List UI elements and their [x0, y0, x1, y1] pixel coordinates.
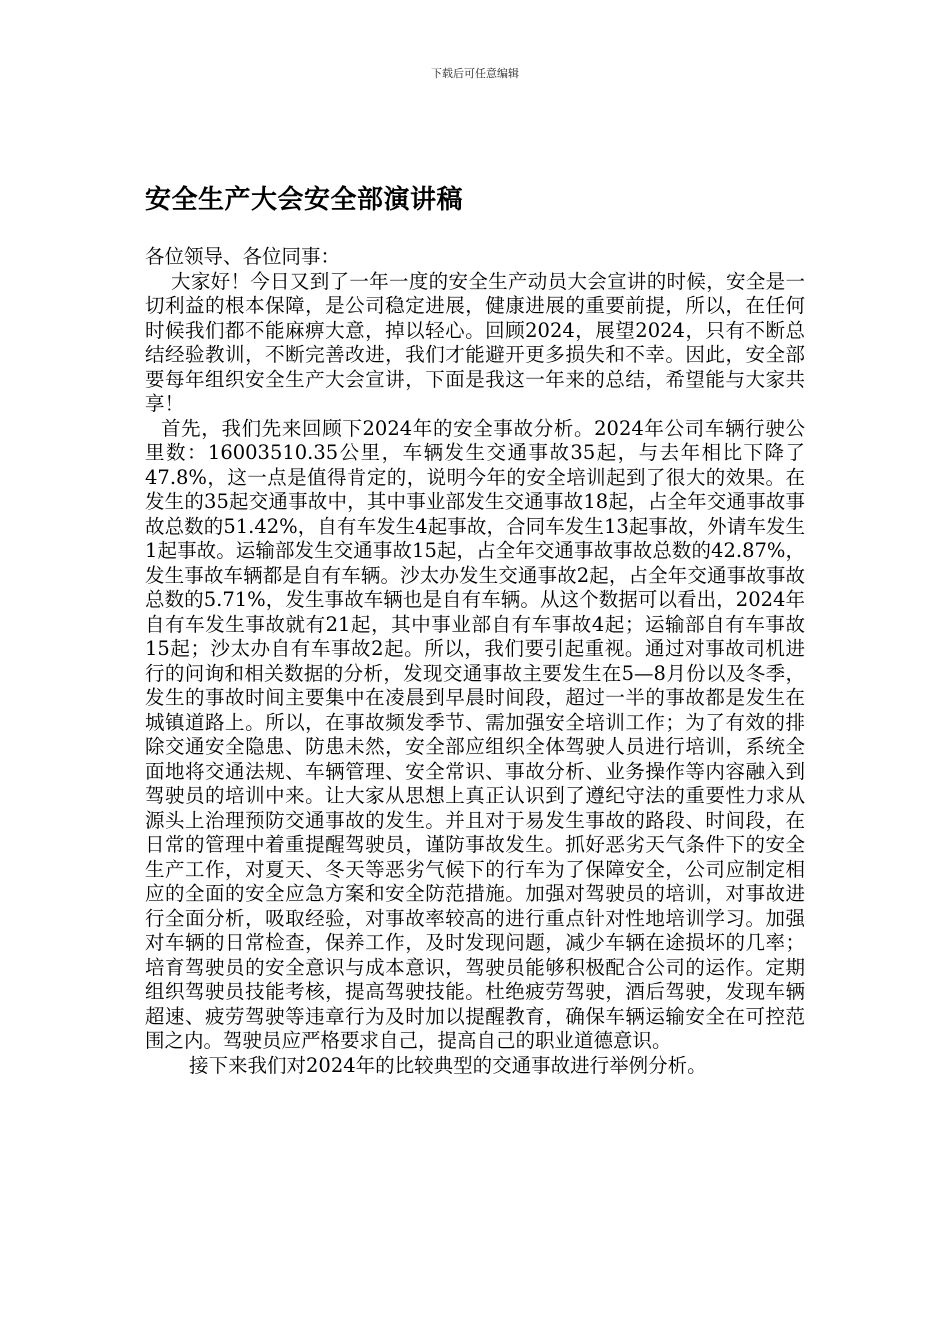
salutation: 各位领导、各位同事：	[145, 245, 341, 268]
document-body	[145, 245, 805, 1078]
page-header-note: 下载后可任意编辑	[431, 67, 519, 80]
paragraph-next-section: 接下来我们对2024年的比较典型的交通事故进行举例分析。	[189, 1053, 707, 1077]
document-title: 安全生产大会安全部演讲稿	[145, 185, 464, 215]
paragraph-accident-analysis: 首先，我们先来回顾下2024年的安全事故分析。2024年公司车辆行驶公里数：16003510.35公里，车辆发生交通事故35起，与去年相比下降了47.8%，这一点是值得肯定的，说明今年的安全培训起到了很大的效果。在发生的35起交通事故中，其中事业部发生交通事故18起，占全年交通事故事故总数的51.42%，自有车发生4起事故，合同车发生13起事故，外请车发生1起事故。运输部发生交通事故15起，占全年交通事故事故总数的42.87%，发生事故车辆都是自有车辆。沙太办发生交通事故2起，占全年交通事故事故总数的5.71%，发生事故车辆也是自有车辆。从这个数据可以看出，2024年自有车发生事故就有21起，其中事业部自有车事故4起；运输部自有车事故15起；沙太办自有车事故2起。所以，我们要引起重视。通过对事故司机进行的问询和相关数据的分析，发现交通事故主要发生在5—8月份以及冬季，发生的事故时间主要集中在凌晨到早晨时间段，超过一半的事故都是发生在城镇道路上。所以，在事故频发季节、需加强安全培训工作；为了有效的排除交通安全隐患、防患未然，安全部应组织全体驾驶人员进行培训，系统全面地将交通法规、车辆管理、安全常识、事故分析、业务操作等内容融入到驾驶员的培训中来。让大家从思想上真正认识到了遵纪守法的重要性力求从源头上治理预防交通事故的发生。并且对于易发生事故的路段、时间段，在日常的管理中着重提醒驾驶员，谨防事故发生。抓好恶劣天气条件下的安全生产工作，对夏天、冬天等恶劣气候下的行车为了保障安全，公司应制定相应的全面的安全应急方案和安全防范措施。加强对驾驶员的培训，对事故进行全面分析，吸取经验，对事故率较高的进行重点针对性地培训学习。加强对车辆的日常检查，保养工作，及时发现问题，减少车辆在途损坏的几率；培育驾驶员的安全意识与成本意识，驾驶员能够积极配合公司的运作。定期组织驾驶员技能考核，提高驾驶技能。杜绝疲劳驾驶，酒后驾驶，发现车辆超速、疲劳驾驶等违章行为及时加以提醒教育，确保车辆运输安全在可控范围之内。驾驶员应严格要求自己，提高自己的职业道德意识。	[145, 416, 805, 1052]
paragraph-opening: 大家好！今日又到了一年一度的安全生产动员大会宣讲的时候，安全是一切利益的根本保障，是公司稳定进展，健康进展的重要前提，所以，在任何时候我们都不能麻痹大意，掉以轻心。回顾2024，展望2024，只有不断总结经验教训，不断完善改进，我们才能避开更多损失和不幸。因此，安全部要每年组织安全生产大会宣讲，下面是我这一年来的总结，希望能与大家共享！	[145, 269, 805, 415]
